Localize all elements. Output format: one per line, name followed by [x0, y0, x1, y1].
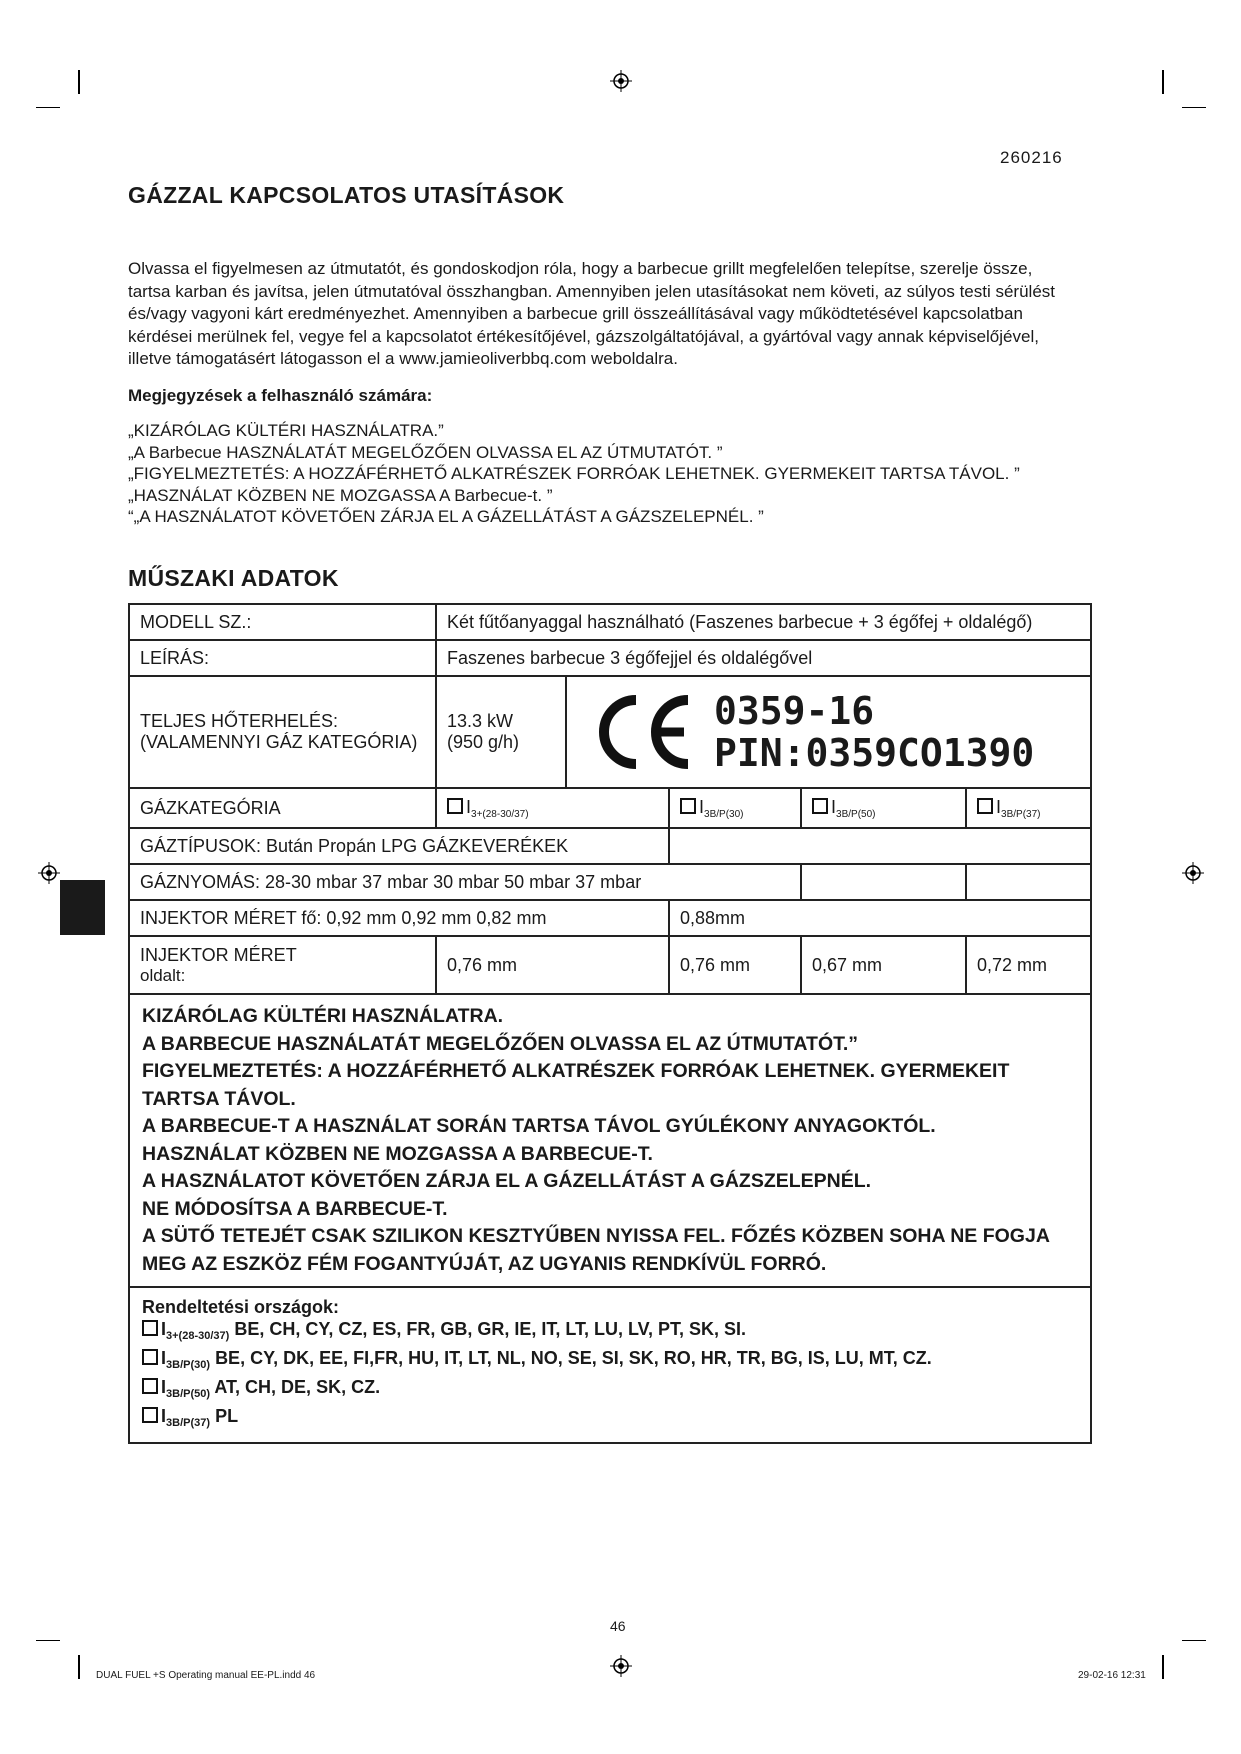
checkbox-icon — [142, 1407, 158, 1423]
table-row — [129, 994, 1091, 1287]
user-note: „KIZÁRÓLAG KÜLTÉRI HASZNÁLATRA.” — [128, 421, 444, 440]
crop-mark — [1162, 70, 1164, 94]
warning-line: A BARBECUE-T A HASZNÁLAT SORÁN TARTSA TÁVOL GYÚLÉKONY ANYAGOKTÓL. — [142, 1115, 936, 1137]
heat-input-label — [129, 676, 436, 788]
category-main: I — [161, 1319, 167, 1339]
country-list: PL — [215, 1406, 239, 1426]
category-main: I — [161, 1377, 167, 1397]
description-value: Faszenes barbecue 3 égőfejjel és oldalégővel — [436, 640, 1091, 676]
table-row — [129, 640, 1091, 676]
empty-cell — [966, 864, 1091, 900]
category-sub: 3B/P(30) — [704, 808, 744, 820]
warning-line: MEG AZ ESZKÖZ FÉM FOGANTYÚJÁT, AZ UGYANIS RENDKÍVÜL FORRÓ. — [142, 1252, 827, 1275]
user-note: „HASZNÁLAT KÖZBEN NE MOZGASSA A Barbecue-t. ” — [128, 485, 553, 505]
table-row — [129, 828, 1091, 864]
ce-mark-icon — [592, 692, 702, 772]
footer-timestamp: 29-02-16 12:31 — [1078, 1670, 1146, 1681]
gas-category-cell — [801, 788, 966, 828]
category-main: I — [831, 796, 837, 817]
category-main: I — [996, 796, 1002, 817]
intro-paragraph — [128, 258, 1094, 371]
injector-side-value: 0,67 mm — [801, 936, 966, 994]
ce-marking-cell — [566, 676, 1091, 788]
table-row — [129, 936, 1091, 994]
gas-category-cell — [966, 788, 1091, 828]
user-notes-heading: Megjegyzések a felhasználó számára: — [128, 386, 433, 405]
country-list: BE, CY, DK, EE, FI,FR, HU, IT, LT, NL, NO, SE, SI, SK, RO, HR, TR, BG, IS, LU, MT, CZ. — [215, 1348, 932, 1368]
category-main: I — [699, 796, 705, 817]
table-row — [129, 864, 1091, 900]
category-main: I — [161, 1348, 167, 1368]
crop-mark — [1182, 1640, 1206, 1641]
technical-data-title: MŰSZAKI ADATOK — [128, 565, 339, 591]
table-row — [129, 1287, 1091, 1443]
description-label: LEÍRÁS: — [129, 640, 436, 676]
user-note: „A Barbecue HASZNÁLATÁT MEGELŐZŐEN OLVASSA EL AZ ÚTMUTATÓT. ” — [128, 442, 723, 462]
destination-countries — [129, 1287, 1091, 1443]
user-note: “„A HASZNÁLATOT KÖVETŐEN ZÁRJA EL A GÁZELLÁTÁST A GÁZSZELEPNÉL. ” — [128, 507, 764, 527]
category-sub: 3B/P(50) — [836, 808, 876, 820]
registration-mark-icon — [1182, 862, 1204, 884]
warning-line: NE MÓDOSÍTSA A BARBECUE-T. — [142, 1197, 448, 1220]
registration-mark-icon — [610, 70, 632, 92]
registration-mark-icon — [610, 1655, 632, 1677]
page-number: 46 — [610, 1618, 626, 1634]
checkbox-icon — [812, 798, 828, 814]
category-sub: 3B/P(30) — [166, 1359, 211, 1371]
category-sub: 3+(28-30/37) — [166, 1330, 230, 1342]
category-sub: 3B/P(37) — [166, 1417, 211, 1429]
heat-input-label-line: TELJES HŐTERHELÉS: — [140, 711, 339, 731]
ce-number: 0359-16 — [714, 689, 875, 733]
checkbox-icon — [680, 798, 696, 814]
country-line — [142, 1405, 1078, 1434]
warning-line: A HASZNÁLATOT KÖVETŐEN ZÁRJA EL A GÁZELLÁTÁST A GÁZSZELEPNÉL. — [142, 1170, 872, 1192]
country-line — [142, 1376, 1078, 1405]
table-row — [129, 788, 1091, 828]
warning-line: A BARBECUE HASZNÁLATÁT MEGELŐZŐEN OLVASSA EL AZ ÚTMUTATÓT.” — [142, 1032, 859, 1055]
user-note: „FIGYELMEZTETÉS: A HOZZÁFÉRHETŐ ALKATRÉSZEK FORRÓAK LEHETNEK. GYERMEKEIT TARTSA TÁVOL. ” — [128, 464, 1020, 484]
checkbox-icon — [142, 1320, 158, 1336]
gas-pressure: GÁZNYOMÁS: 28-30 mbar 37 mbar 30 mbar 50 mbar 37 mbar — [129, 864, 801, 900]
checkbox-icon — [142, 1349, 158, 1365]
heat-input-value — [436, 676, 566, 788]
model-label: MODELL SZ.: — [129, 604, 436, 640]
crop-mark — [36, 1640, 60, 1641]
category-sub: 3+(28-30/37) — [471, 808, 529, 820]
injector-side-value: 0,76 mm — [436, 936, 669, 994]
category-main: I — [466, 796, 472, 817]
warning-line: HASZNÁLAT KÖZBEN NE MOZGASSA A BARBECUE-T. — [142, 1142, 653, 1165]
injector-main: INJEKTOR MÉRET fő: 0,92 mm 0,92 mm 0,82 mm — [129, 900, 669, 936]
crop-mark — [1162, 1655, 1164, 1679]
injector-main-last: 0,88mm — [669, 900, 1091, 936]
intro-line: kérdései merülnek fel, vegye fel a kapcsolatot értékesítőjével, gázszolgáltatójával, a gyártóval vagy annak képviselőjével, — [128, 326, 1039, 346]
country-list: AT, CH, DE, SK, CZ. — [214, 1377, 381, 1397]
category-sub: 3B/P(37) — [1001, 808, 1041, 820]
checkbox-icon — [142, 1378, 158, 1394]
user-notes-list — [128, 420, 1108, 528]
gas-category-cell — [436, 788, 669, 828]
injector-side-label — [129, 936, 436, 994]
crop-mark — [78, 1655, 80, 1679]
country-list: BE, CH, CY, CZ, ES, FR, GB, GR, IE, IT, LT, LU, LV, PT, SK, SI. — [234, 1319, 747, 1339]
warning-line: A SÜTŐ TETEJÉT CSAK SZILIKON KESZTYŰBEN NYISSA FEL. FŐZÉS KÖZBEN SOHA NE FOGJA — [142, 1225, 1050, 1247]
gas-category-cell — [669, 788, 801, 828]
table-row — [129, 676, 1091, 788]
model-value: Két fűtőanyaggal használható (Faszenes barbecue + 3 égőfej + oldalégő) — [436, 604, 1091, 640]
table-row — [129, 604, 1091, 640]
countries-heading: Rendeltetési országok: — [142, 1297, 340, 1317]
document-number: 260216 — [1000, 148, 1063, 167]
registration-mark-icon — [38, 862, 60, 884]
pin-number: PIN:0359CO1390 — [714, 731, 1035, 775]
country-line — [142, 1318, 1078, 1347]
intro-line: Olvassa el figyelmesen az útmutatót, és gondoskodjon róla, hogy a barbecue grillt megfelelően telepítse, szerelje össze, — [128, 259, 1033, 278]
injector-side-label-line: INJEKTOR MÉRET — [140, 944, 297, 965]
empty-cell — [801, 864, 966, 900]
intro-line: és/vagy vagyoni kárt eredményezhet. Amennyiben a barbecue grill összeállításával vagy működtetésével kapcsolatban — [128, 304, 1023, 323]
technical-data-table — [128, 603, 1092, 1444]
crop-mark — [78, 70, 80, 94]
warning-line: FIGYELMEZTETÉS: A HOZZÁFÉRHETŐ ALKATRÉSZEK FORRÓAK LEHETNEK. GYERMEKEIT — [142, 1060, 1010, 1082]
heat-input-label-line: (VALAMENNYI GÁZ KATEGÓRIA) — [140, 732, 418, 752]
crop-mark — [36, 107, 60, 108]
gas-instructions-title: GÁZZAL KAPCSOLATOS UTASÍTÁSOK — [128, 182, 565, 208]
checkbox-icon — [447, 798, 463, 814]
gas-types: GÁZTÍPUSOK: Bután Propán LPG GÁZKEVERÉKEK — [129, 828, 669, 864]
empty-cell — [669, 828, 1091, 864]
intro-line: tartsa karban és javítsa, jelen útmutatóval összhangban. Amennyiben jelen utasításokat nem követi, az súlyos testi sérülést — [128, 281, 1056, 301]
safety-warnings — [129, 994, 1091, 1287]
heat-input-kw: 13.3 kW — [447, 711, 514, 731]
injector-side-value: 0,76 mm — [669, 936, 801, 994]
warning-line: TARTSA TÁVOL. — [142, 1087, 296, 1110]
category-sub: 3B/P(50) — [166, 1388, 211, 1400]
warning-line: KIZÁRÓLAG KÜLTÉRI HASZNÁLATRA. — [142, 1005, 504, 1027]
table-row — [129, 900, 1091, 936]
country-line — [142, 1347, 1078, 1376]
crop-mark — [1182, 107, 1206, 108]
injector-side-value: 0,72 mm — [966, 936, 1091, 994]
footer-file-name: DUAL FUEL +S Operating manual EE-PL.indd 46 — [96, 1670, 316, 1681]
intro-line: illetve támogatásért látogasson el a www.jamieoliverbbq.com weboldalra. — [128, 349, 678, 368]
category-main: I — [161, 1406, 167, 1426]
language-tab-marker — [60, 880, 105, 935]
gas-category-label: GÁZKATEGÓRIA — [129, 788, 436, 828]
injector-side-label-line: oldalt: — [140, 965, 186, 985]
checkbox-icon — [977, 798, 993, 814]
heat-input-gh: (950 g/h) — [447, 732, 520, 752]
